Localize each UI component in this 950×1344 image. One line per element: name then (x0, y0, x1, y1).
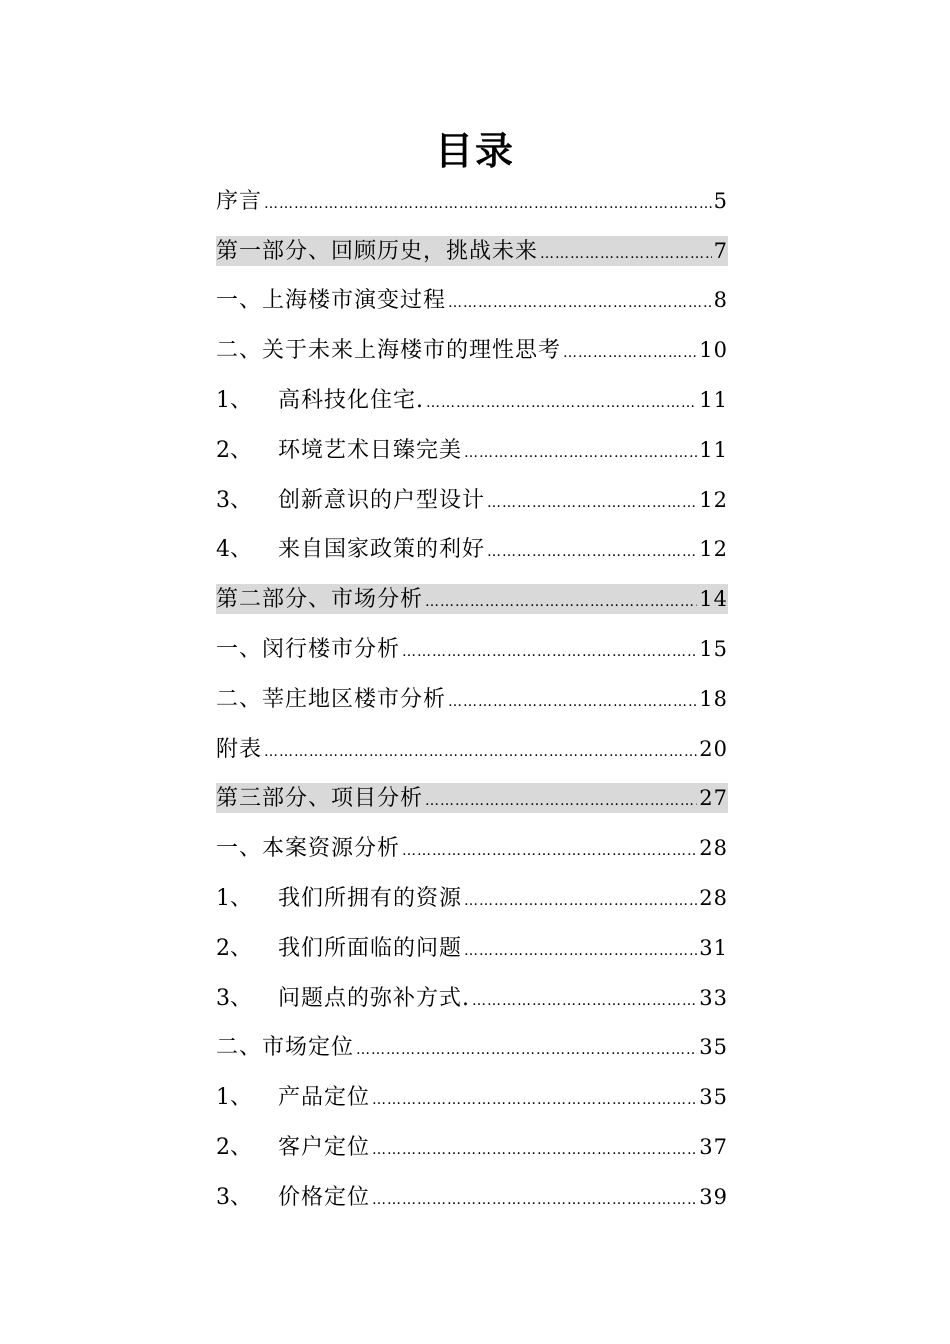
toc-entry-line (216, 485, 728, 515)
toc-dot-leader (487, 537, 697, 564)
toc-entry-title: 一、本案资源分析 (216, 836, 401, 862)
toc-entry[interactable] (216, 724, 728, 774)
toc-page-number: 5 (713, 188, 728, 213)
toc-dot-leader (264, 737, 697, 764)
toc-entry[interactable] (216, 176, 728, 226)
toc-entry-title: 第一部分、回顾历史，挑战未来 (216, 238, 539, 264)
toc-dot-leader (426, 388, 697, 415)
toc-entry-title: 问题点的弥补方式. (278, 985, 470, 1011)
toc-list (216, 176, 728, 1222)
toc-part-heading[interactable] (216, 774, 728, 824)
toc-entry-title: 创新意识的户型设计 (278, 487, 486, 513)
toc-entry-number: 4、 (216, 537, 252, 563)
toc-entry-line (216, 335, 728, 365)
toc-entry-line (216, 1132, 728, 1162)
toc-entry[interactable] (216, 674, 728, 724)
toc-dot-leader (372, 1085, 697, 1112)
toc-entry[interactable] (216, 1072, 728, 1122)
toc-page-number: 35 (699, 1035, 728, 1060)
toc-dot-leader (425, 587, 697, 614)
toc-entry-line (216, 933, 728, 963)
toc-entry-title: 产品定位 (278, 1085, 371, 1111)
toc-entry[interactable] (216, 923, 728, 973)
toc-entry-title: 我们所拥有的资源 (278, 886, 463, 912)
toc-entry-line (216, 684, 728, 714)
toc-entry-line (216, 435, 728, 465)
toc-page-number: 18 (699, 686, 728, 711)
toc-page-number: 28 (699, 886, 728, 911)
toc-entry-title: 第二部分、市场分析 (216, 587, 424, 613)
toc-entry-line (216, 1182, 728, 1212)
toc-entry[interactable] (216, 375, 728, 425)
toc-dot-leader (425, 786, 697, 813)
toc-dot-leader (402, 637, 697, 664)
toc-dot-leader (372, 1185, 697, 1212)
toc-page-number: 35 (699, 1085, 728, 1110)
toc-entry-line (216, 634, 728, 664)
toc-page-number: 39 (699, 1184, 728, 1209)
toc-page-number: 37 (699, 1135, 728, 1160)
toc-part-heading[interactable] (216, 574, 728, 624)
toc-entry[interactable] (216, 873, 728, 923)
toc-page-number: 8 (713, 288, 728, 313)
toc-entry-line (216, 1032, 728, 1062)
toc-entry-line (216, 883, 728, 913)
toc-entry[interactable] (216, 1122, 728, 1172)
toc-entry-title: 来自国家政策的利好 (278, 537, 486, 563)
toc-page-number: 14 (699, 587, 728, 612)
toc-entry-line (216, 783, 728, 813)
toc-part-heading[interactable] (216, 226, 728, 276)
toc-entry[interactable] (216, 973, 728, 1023)
toc-page-number: 20 (699, 736, 728, 761)
toc-page-number: 15 (699, 637, 728, 662)
toc-entry-number: 1、 (216, 886, 252, 912)
toc-entry[interactable] (216, 525, 728, 575)
toc-title: 目录 (434, 129, 515, 173)
toc-entry-title: 附表 (216, 736, 263, 762)
toc-entry-line (216, 734, 728, 764)
toc-entry[interactable] (216, 475, 728, 525)
toc-entry-title: 客户定位 (278, 1135, 371, 1161)
toc-dot-leader (464, 886, 697, 913)
toc-entry[interactable] (216, 1172, 728, 1222)
toc-entry-line (216, 385, 728, 415)
toc-entry-number: 2、 (216, 1135, 252, 1161)
toc-entry-line (216, 534, 728, 564)
toc-entry-number: 1、 (216, 1085, 252, 1111)
toc-entry-number: 2、 (216, 437, 252, 463)
toc-entry-title: 一、上海楼市演变过程 (216, 288, 447, 314)
toc-page-number: 33 (699, 985, 728, 1010)
toc-entry[interactable] (216, 823, 728, 873)
toc-dot-leader (356, 1035, 697, 1062)
toc-page-number: 31 (699, 935, 728, 960)
toc-dot-leader (402, 836, 697, 863)
toc-entry-title: 序言 (216, 188, 263, 214)
toc-dot-leader (264, 189, 712, 216)
toc-page-number: 27 (699, 786, 728, 811)
toc-dot-leader (464, 936, 697, 963)
toc-dot-leader (563, 338, 697, 365)
toc-entry-line (216, 983, 728, 1013)
toc-entry-title: 二、市场定位 (216, 1035, 355, 1061)
toc-page-number: 28 (699, 836, 728, 861)
toc-dot-leader (464, 438, 697, 465)
toc-entry[interactable] (216, 425, 728, 475)
toc-dot-leader (472, 986, 697, 1013)
toc-entry-title: 二、莘庄地区楼市分析 (216, 686, 447, 712)
toc-entry-number: 2、 (216, 935, 252, 961)
toc-dot-leader (448, 687, 697, 714)
toc-entry-title: 环境艺术日臻完美 (278, 437, 463, 463)
toc-entry-title: 第三部分、项目分析 (216, 786, 424, 812)
toc-dot-leader (487, 488, 697, 515)
toc-entry[interactable] (216, 1023, 728, 1073)
toc-entry-line (216, 285, 728, 315)
toc-page-number: 7 (713, 238, 728, 263)
toc-entry-number: 3、 (216, 1184, 252, 1210)
toc-dot-leader (540, 239, 712, 266)
toc-page-number: 11 (699, 437, 728, 462)
toc-entry[interactable] (216, 276, 728, 326)
toc-entry-title: 我们所面临的问题 (278, 935, 463, 961)
toc-dot-leader (372, 1135, 697, 1162)
toc-entry-line (216, 833, 728, 863)
toc-entry-line (216, 1082, 728, 1112)
toc-entry-line (216, 236, 728, 266)
toc-page-number: 12 (699, 487, 728, 512)
toc-entry[interactable] (216, 325, 728, 375)
toc-entry-title: 二、关于未来上海楼市的理性思考 (216, 338, 562, 364)
toc-dot-leader (448, 288, 712, 315)
toc-page-number: 12 (699, 537, 728, 562)
toc-page-number: 11 (699, 388, 728, 413)
toc-entry-title: 高科技化住宅. (278, 388, 424, 414)
toc-entry[interactable] (216, 624, 728, 674)
toc-entry-title: 价格定位 (278, 1184, 371, 1210)
toc-page-number: 10 (699, 338, 728, 363)
toc-entry-title: 一、闵行楼市分析 (216, 637, 401, 663)
toc-entry-number: 3、 (216, 985, 252, 1011)
toc-entry-number: 3、 (216, 487, 252, 513)
toc-entry-number: 1、 (216, 388, 252, 414)
toc-entry-line (216, 186, 728, 216)
toc-entry-line (216, 584, 728, 614)
